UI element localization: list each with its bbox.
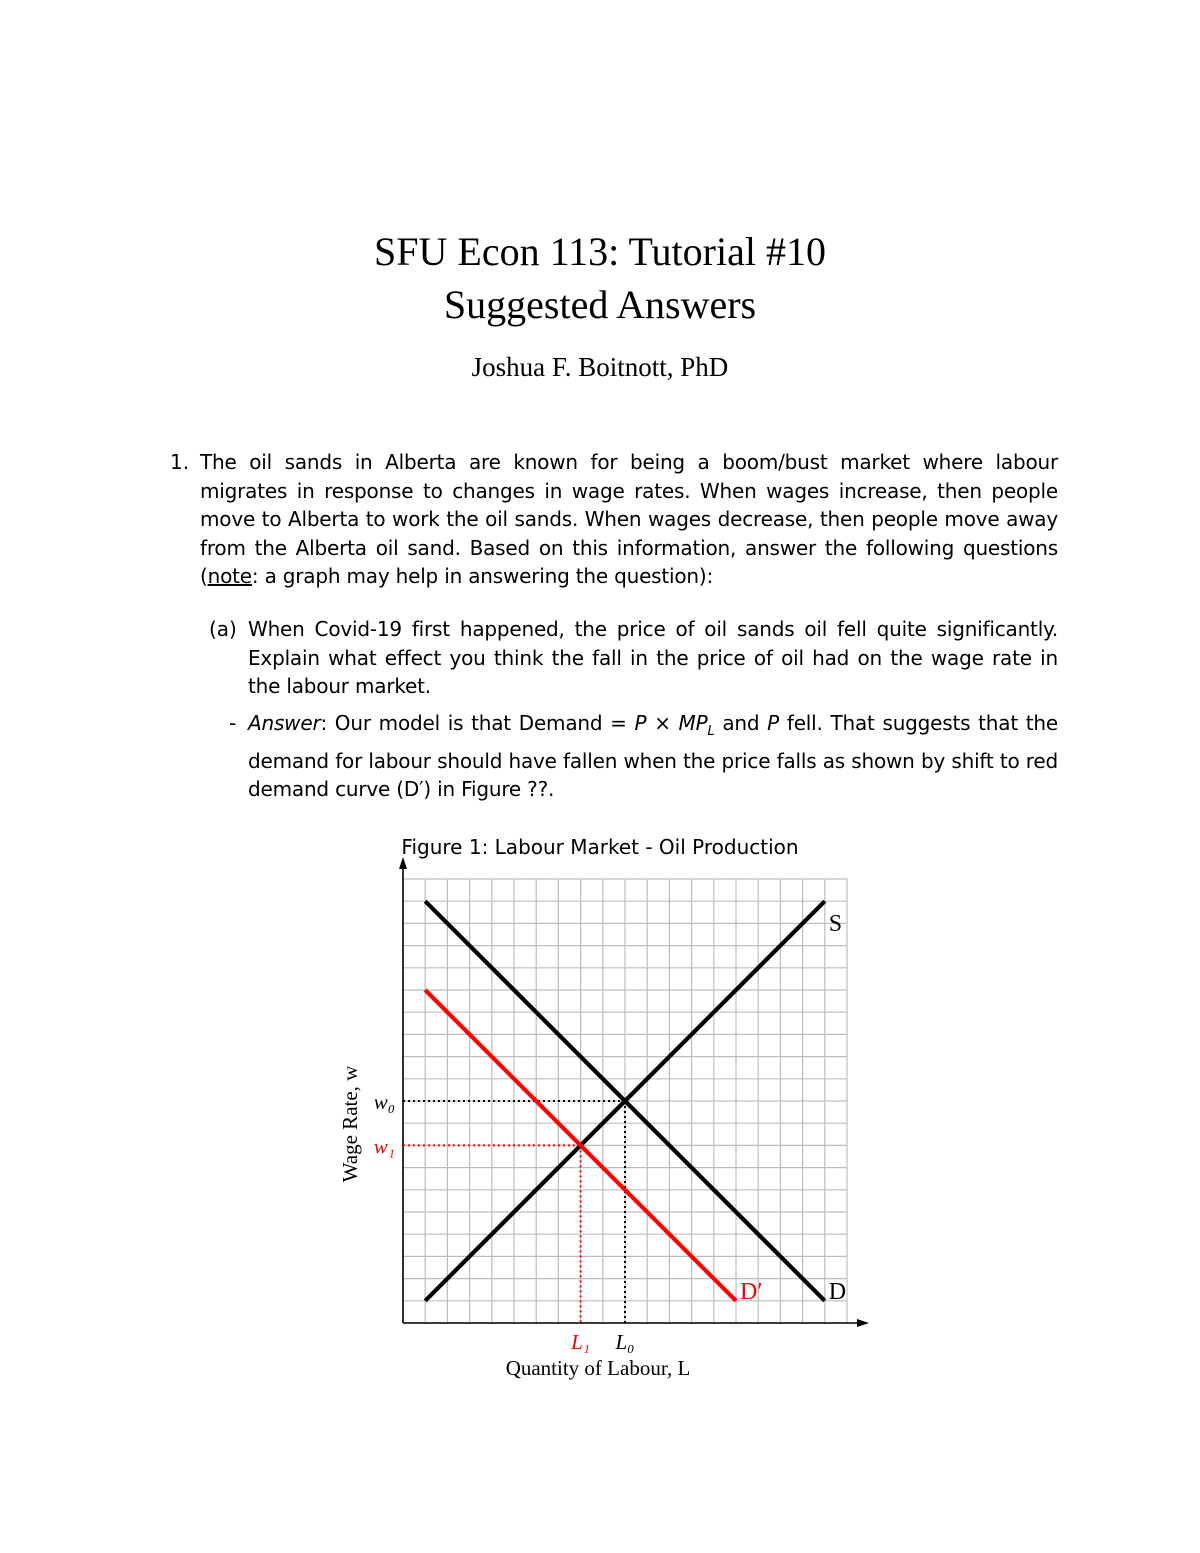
part-a-label: (a) — [209, 617, 237, 641]
y-axis-title: Wage Rate, w — [338, 1065, 362, 1183]
curve-label: D′ — [740, 1278, 763, 1305]
wage-tick-label: w₀ — [373, 1090, 395, 1114]
y-axis-arrow — [399, 857, 407, 869]
question-1-main: The oil sands in Alberta are known for being a boom/bust market where labour migrates in response to changes in wage rates. When wages increase, then people move to Alberta to work the oil sands. When wages decrease, then people move away from the Alberta oil sand. Based on this information, answer the following questions ( — [200, 450, 1058, 589]
note-word: note — [207, 564, 252, 589]
answer-part-1: : Our model is that Demand = — [320, 711, 635, 735]
author: Joshua F. Boitnott, PhD — [471, 352, 729, 382]
answer-math: P × MP — [634, 711, 708, 735]
answer-price: P — [767, 711, 780, 735]
curve-label: D — [828, 1278, 847, 1305]
answer-label: Answer — [248, 711, 321, 735]
curve-label: S — [828, 911, 843, 938]
x-axis-title: Quantity of Labour, L — [505, 1356, 691, 1380]
part-a-text: When Covid-19 first happened, the price of oil sands oil fell quite significantly. Explain what effect you think the fall in the price of oil had on the wage rate in the labour market. — [248, 617, 1058, 699]
question-1-tail: : a graph may help in answering the question): — [251, 564, 714, 589]
x-axis-arrow — [857, 1319, 869, 1327]
answer-part-3: fell. That suggests that the demand for labour should have fallen when the price falls as shown by shift to red demand curve (D′) in Figure ??. — [248, 711, 1058, 802]
labour-tick-label: L₁ — [571, 1330, 591, 1354]
answer-bullet: - — [229, 711, 237, 735]
title-line-2: Suggested Answers — [443, 282, 757, 327]
question-number: 1. — [170, 450, 190, 474]
figure-caption: Figure 1: Labour Market - Oil Production — [401, 835, 799, 859]
answer-part-2: and — [714, 711, 768, 735]
answer-math-sub: L — [707, 724, 715, 739]
title-line-1: SFU Econ 113: Tutorial #10 — [374, 229, 826, 274]
labour-tick-label: L₀ — [615, 1330, 635, 1354]
wage-tick-label: w₁ — [373, 1134, 395, 1159]
